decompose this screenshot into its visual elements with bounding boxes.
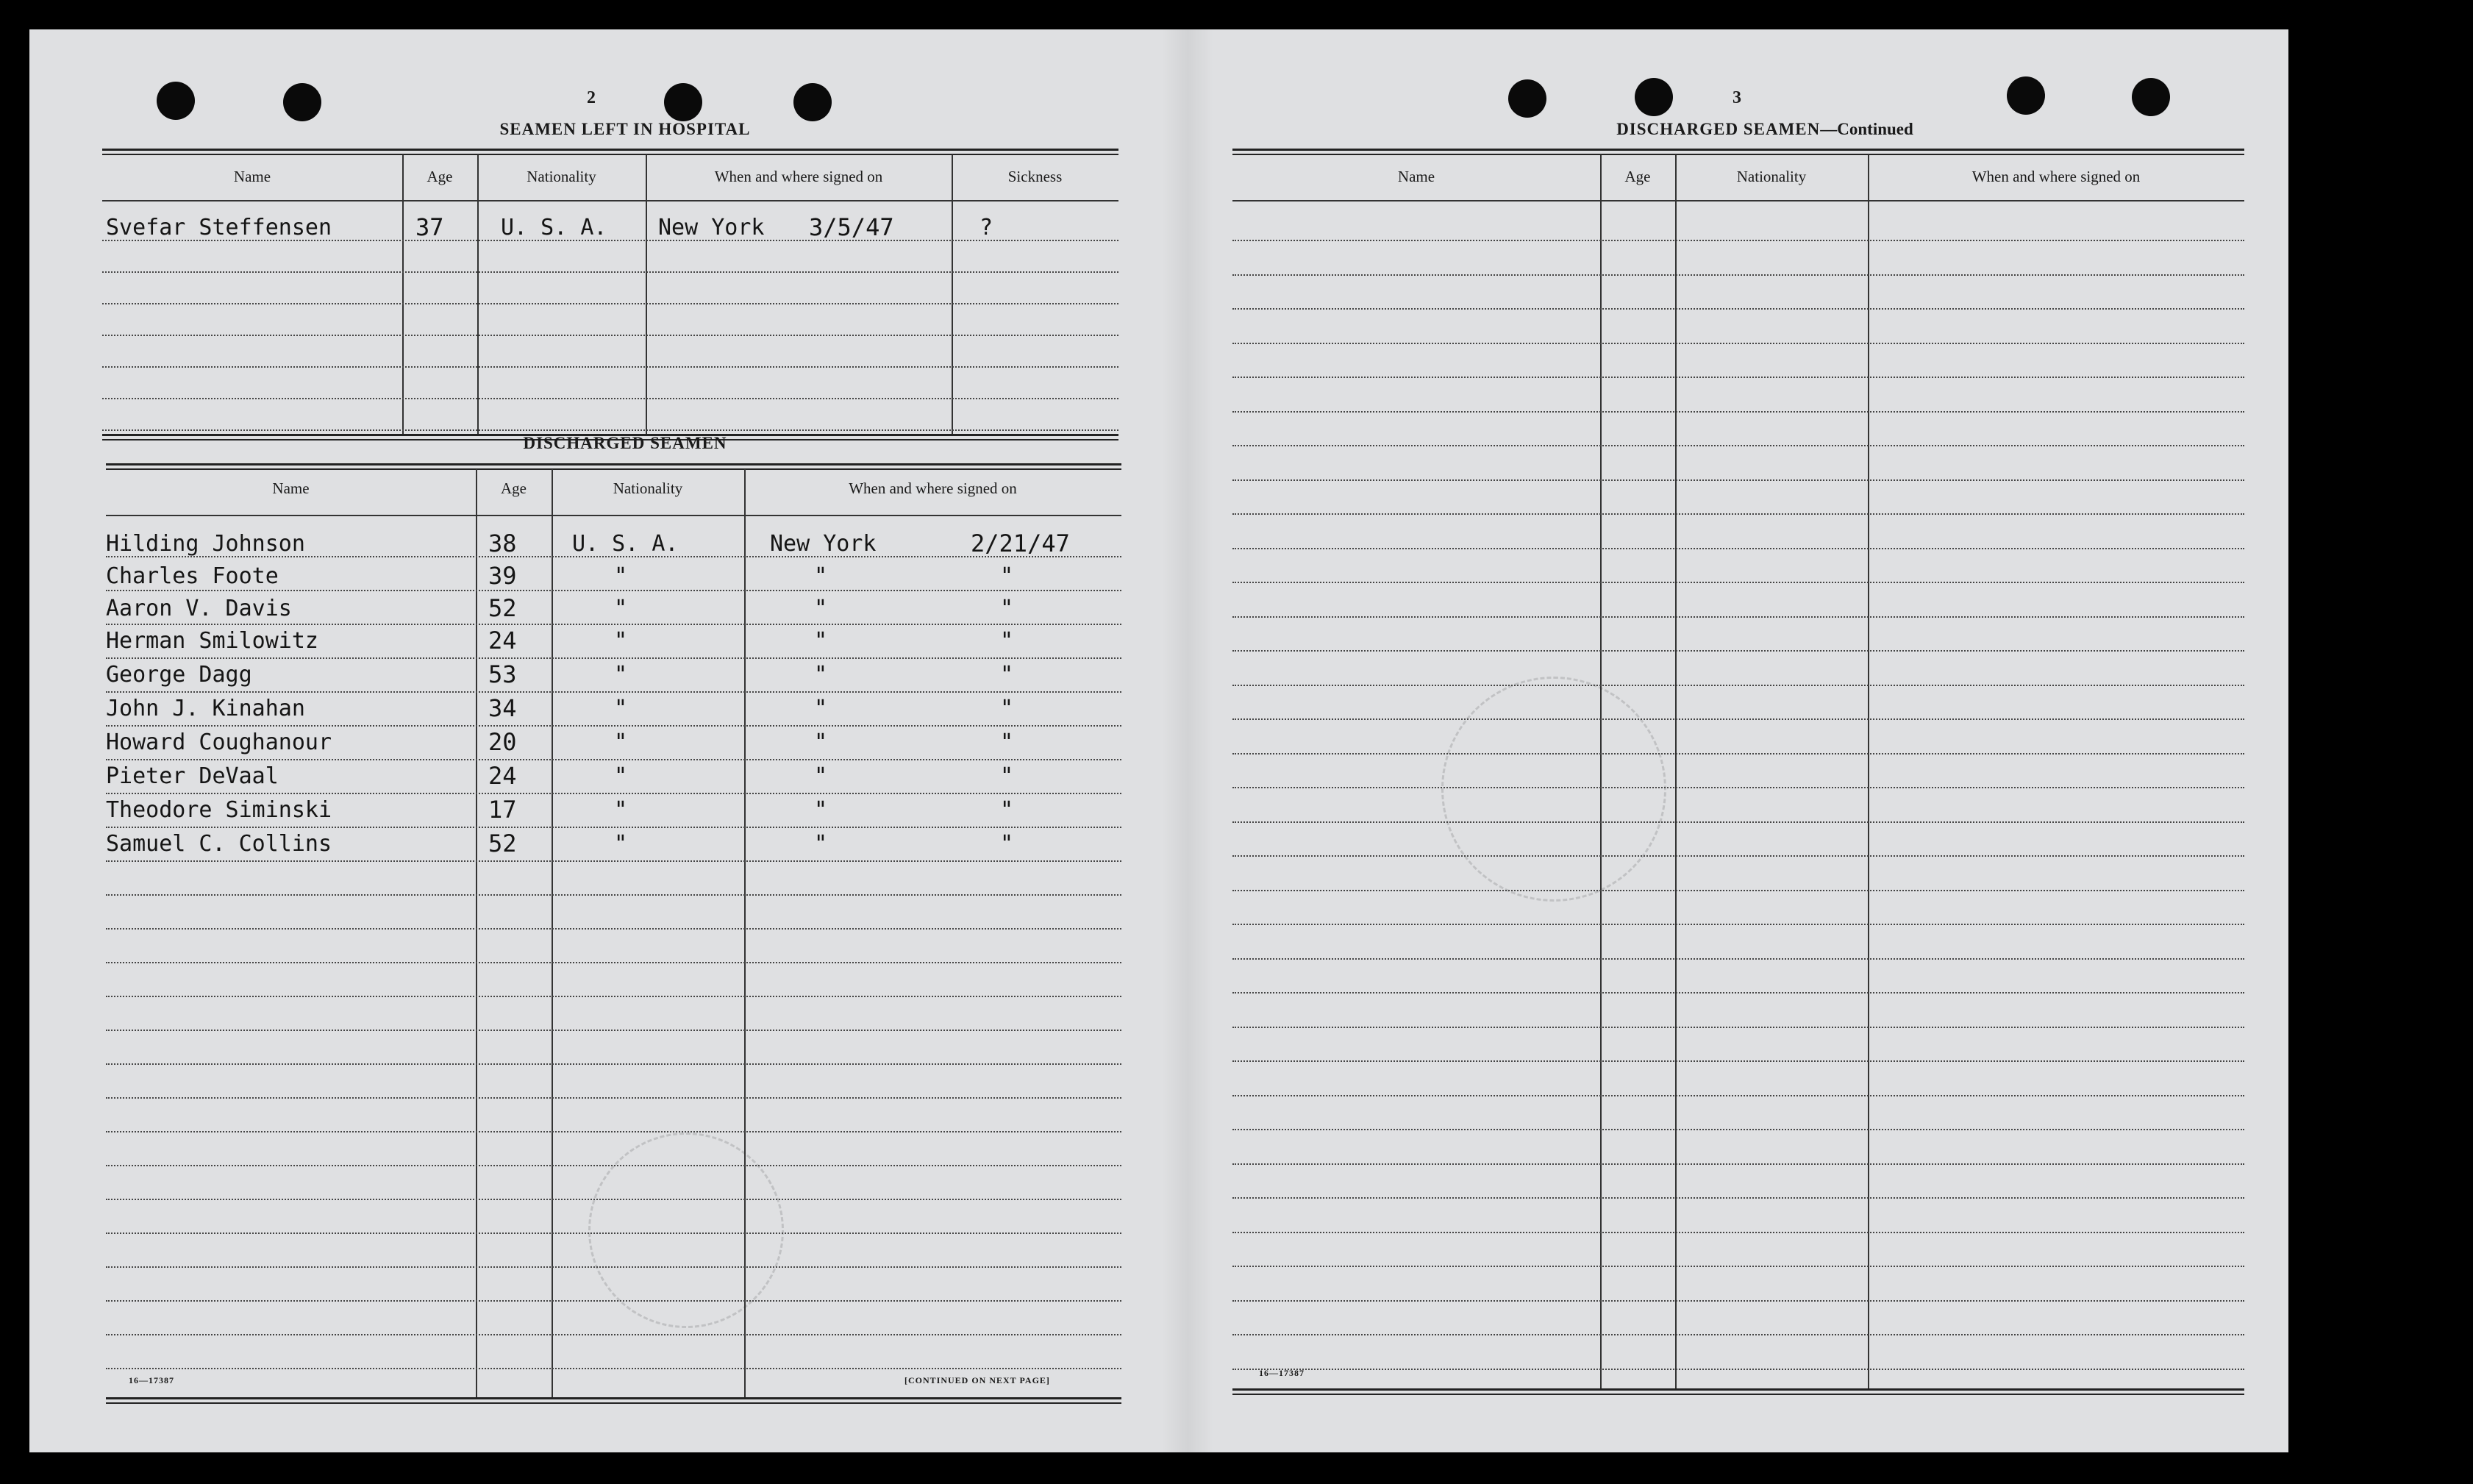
ruled-line [1232, 479, 2244, 481]
seaman-name: Charles Foote [106, 563, 279, 589]
ruled-line [1232, 1129, 2244, 1130]
column-divider [477, 154, 479, 434]
ruled-line [106, 1232, 1121, 1234]
signed-on-date: " [1000, 763, 1014, 789]
column-header: Nationality [527, 168, 596, 185]
signed-on-date: " [1000, 797, 1014, 823]
signed-on-place: New York [770, 531, 877, 557]
ruled-line [106, 1131, 1121, 1132]
seaman-name: George Dagg [106, 662, 252, 688]
signed-on-place: " [814, 763, 828, 789]
faint-stamp [1441, 677, 1666, 902]
seaman-age: 20 [488, 728, 517, 756]
signed-on-date: " [1000, 662, 1014, 688]
ruled-line [1232, 890, 2244, 891]
signed-on-place: New York [658, 215, 765, 240]
signed-on-place: " [814, 831, 828, 857]
signed-on-place: " [814, 596, 828, 621]
header-rule [102, 200, 1118, 201]
header-rule [1232, 200, 2244, 201]
seaman-age: 52 [488, 830, 517, 857]
page-number: 3 [1732, 88, 1741, 107]
ruled-line [1232, 821, 2244, 823]
table-top-rule [1232, 149, 2244, 155]
column-header: When and where signed on [849, 479, 1017, 497]
signed-on-place: " [814, 563, 828, 589]
punch-hole [793, 83, 832, 121]
signed-on-place: " [814, 696, 828, 721]
table-top-rule [102, 149, 1118, 155]
seaman-nationality: " [614, 563, 628, 589]
document-sheet [29, 29, 2288, 1452]
seaman-age: 39 [488, 562, 517, 590]
continued-note: [CONTINUED ON NEXT PAGE] [904, 1375, 1050, 1385]
column-header: Name [1397, 168, 1435, 185]
seaman-nationality: " [614, 696, 628, 721]
ruled-line [1232, 992, 2244, 994]
column-divider [1675, 154, 1677, 1390]
ruled-line [1232, 1334, 2244, 1335]
ruled-line [1232, 513, 2244, 515]
ruled-line [106, 1300, 1121, 1302]
column-divider [1868, 154, 1869, 1390]
ruled-line [1232, 548, 2244, 549]
ruled-line [1232, 1095, 2244, 1096]
ruled-line [1232, 1266, 2244, 1267]
seaman-nationality: " [614, 596, 628, 621]
ruled-line [1232, 650, 2244, 652]
ruled-line [1232, 343, 2244, 344]
ruled-line [106, 860, 1121, 862]
ruled-line [106, 1063, 1121, 1065]
sickness: ? [979, 215, 993, 240]
ruled-line [1232, 1300, 2244, 1302]
column-header: When and where signed on [1971, 168, 2141, 185]
seaman-name: Hilding Johnson [106, 531, 305, 557]
seaman-nationality: U. S. A. [501, 215, 607, 240]
table-top-rule [106, 463, 1121, 470]
seaman-age: 34 [488, 694, 517, 722]
ruled-line [102, 240, 1118, 241]
seaman-nationality: " [614, 662, 628, 688]
signed-on-date: " [1000, 628, 1014, 654]
ruled-line [106, 759, 1121, 760]
ruled-line [106, 1199, 1121, 1200]
ruled-line [1232, 308, 2244, 310]
seaman-nationality: " [614, 831, 628, 857]
ruled-line [106, 962, 1121, 963]
signed-on-place: " [814, 662, 828, 688]
seaman-nationality: " [614, 628, 628, 654]
seaman-nationality: " [614, 763, 628, 789]
column-divider [744, 469, 746, 1397]
ruled-line [1232, 718, 2244, 720]
ruled-line [1232, 753, 2244, 755]
ruled-line [1232, 1197, 2244, 1199]
ruled-line [1232, 582, 2244, 583]
section-title-main: DISCHARGED SEAMEN [1616, 120, 1821, 138]
signed-on-place: " [814, 797, 828, 823]
table-bottom-rule [106, 1397, 1121, 1404]
ruled-line [106, 657, 1121, 659]
column-header: Age [427, 168, 453, 185]
column-header: Nationality [613, 479, 683, 497]
seaman-age: 24 [488, 627, 517, 654]
ruled-line [102, 271, 1118, 273]
ruled-line [1232, 1060, 2244, 1062]
ruled-line [1232, 274, 2244, 276]
ruled-line [1232, 377, 2244, 378]
ruled-line [106, 793, 1121, 794]
seaman-age: 52 [488, 594, 517, 622]
punch-hole [1635, 78, 1673, 116]
column-divider [402, 154, 404, 434]
signed-on-place: " [814, 729, 828, 755]
page-fold [1162, 29, 1213, 1452]
seaman-nationality: U. S. A. [572, 531, 679, 557]
ruled-line [106, 556, 1121, 557]
ruled-line [106, 590, 1121, 591]
signed-on-date: 2/21/47 [971, 529, 1070, 557]
seaman-name: Samuel C. Collins [106, 831, 332, 857]
signed-on-date: " [1000, 831, 1014, 857]
column-divider [476, 469, 477, 1397]
table-bottom-rule [1232, 1388, 2244, 1395]
seaman-age: 37 [415, 213, 444, 241]
form-number: 16—17387 [129, 1375, 174, 1385]
section-title: DISCHARGED SEAMEN [523, 434, 727, 452]
column-divider [552, 469, 553, 1397]
ruled-line [106, 1165, 1121, 1166]
column-header: Age [1624, 168, 1651, 185]
page-number: 2 [587, 88, 596, 107]
ruled-line [1232, 924, 2244, 925]
column-divider [1600, 154, 1602, 1390]
ruled-line [1232, 240, 2244, 241]
signed-on-place: " [814, 628, 828, 654]
punch-hole [2132, 78, 2170, 116]
column-header: Name [272, 479, 310, 497]
ruled-line [1232, 1027, 2244, 1028]
ruled-line [106, 928, 1121, 930]
column-header: Name [233, 168, 271, 185]
ruled-line [1232, 1163, 2244, 1165]
ruled-line [106, 1334, 1121, 1335]
seaman-name: Pieter DeVaal [106, 763, 279, 789]
section-title: SEAMEN LEFT IN HOSPITAL [499, 120, 751, 138]
ruled-line [1232, 1232, 2244, 1233]
punch-hole [157, 82, 195, 120]
ruled-line [106, 1368, 1121, 1369]
ruled-line [102, 366, 1118, 368]
ruled-line [106, 827, 1121, 828]
ruled-line [1232, 1369, 2244, 1370]
ruled-line [106, 624, 1121, 625]
ruled-line [102, 335, 1118, 336]
column-divider [646, 154, 647, 434]
seaman-age: 24 [488, 762, 517, 790]
column-header: When and where signed on [714, 168, 883, 185]
ruled-line [1232, 958, 2244, 960]
ruled-line [102, 303, 1118, 304]
ruled-line [1232, 685, 2244, 686]
section-title-suffix: —Continued [1820, 120, 1913, 138]
column-header: Sickness [1007, 168, 1063, 185]
ruled-line [1232, 445, 2244, 446]
seaman-name: Aaron V. Davis [106, 596, 292, 621]
ruled-line [106, 894, 1121, 896]
seaman-age: 17 [488, 796, 517, 824]
seaman-age: 53 [488, 660, 517, 688]
signed-on-date: " [1000, 696, 1014, 721]
seaman-name: John J. Kinahan [106, 696, 305, 721]
ruled-line [106, 1030, 1121, 1031]
ruled-line [106, 1097, 1121, 1099]
signed-on-date: " [1000, 596, 1014, 621]
seaman-name: Herman Smilowitz [106, 628, 318, 654]
seaman-name: Svefar Steffensen [106, 215, 332, 240]
ruled-line [106, 996, 1121, 997]
punch-hole [283, 83, 321, 121]
punch-hole [1508, 79, 1546, 118]
ruled-line [106, 725, 1121, 727]
signed-on-date: " [1000, 563, 1014, 589]
punch-hole [2007, 76, 2045, 115]
column-divider [952, 154, 953, 434]
ruled-line [1232, 855, 2244, 857]
seaman-name: Theodore Siminski [106, 797, 332, 823]
form-number: 16—17387 [1259, 1368, 1305, 1378]
ruled-line [106, 1266, 1121, 1268]
punch-hole [664, 83, 702, 121]
seaman-name: Howard Coughanour [106, 729, 332, 755]
signed-on-date: " [1000, 729, 1014, 755]
ruled-line [1232, 787, 2244, 788]
ruled-line [1232, 616, 2244, 618]
column-header: Age [501, 479, 527, 497]
ruled-line [102, 429, 1118, 431]
faint-stamp [588, 1132, 784, 1328]
header-rule [106, 515, 1121, 516]
ruled-line [1232, 411, 2244, 413]
seaman-nationality: " [614, 797, 628, 823]
signed-on-date: 3/5/47 [809, 213, 894, 241]
seaman-nationality: " [614, 729, 628, 755]
section-title [1471, 120, 2059, 139]
seaman-age: 38 [488, 529, 517, 557]
ruled-line [106, 691, 1121, 693]
ruled-line [102, 398, 1118, 399]
column-header: Nationality [1736, 168, 1807, 185]
